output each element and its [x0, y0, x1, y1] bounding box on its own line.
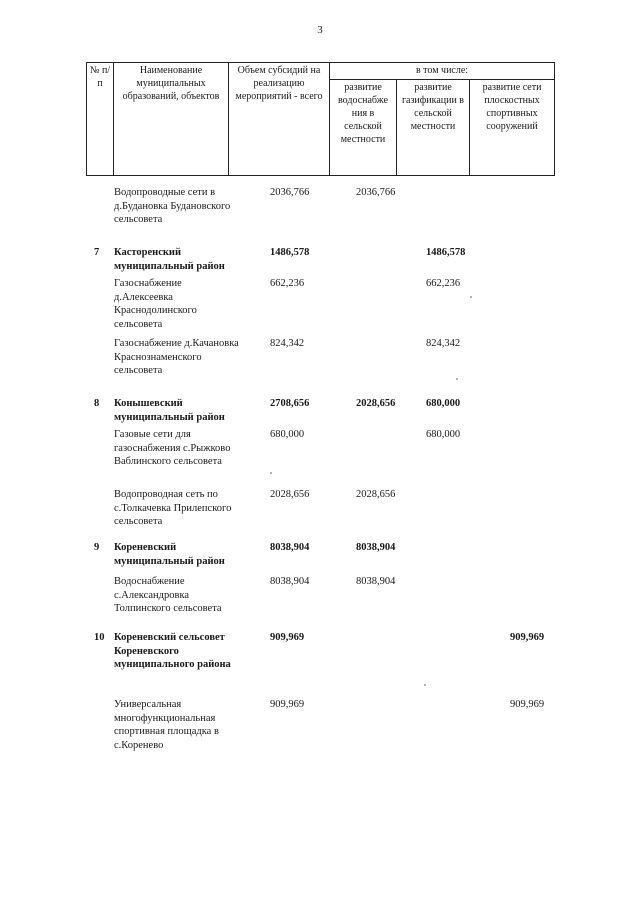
cell-total: 909,969	[270, 699, 305, 710]
cell-total: 2036,766	[270, 187, 310, 198]
cell-total: 1486,578	[270, 247, 310, 258]
cell-total: 2028,656	[270, 489, 310, 500]
cell-water: 8038,904	[356, 576, 396, 587]
scan-speck	[470, 296, 472, 298]
cell-total: 662,236	[270, 278, 305, 289]
cell-name: Газоснабжение д.Алексеевка Краснодолинского сельсовета	[114, 278, 197, 330]
cell-total: 909,969	[270, 632, 305, 643]
cell-name: Газоснабжение д.Качановка Краснознаменского сельсовета	[114, 338, 239, 376]
cell-name: Универсальная многофункциональная спортивная площадка в с.Коренево	[114, 699, 219, 751]
cell-gas: 824,342	[426, 338, 461, 349]
cell-name: Водоснабжение с.Александровка Толпинского сельсовета	[114, 576, 222, 614]
header-num: № п/п	[87, 63, 114, 176]
cell-num: 10	[94, 632, 105, 643]
header-including: в том числе:	[330, 63, 555, 80]
cell-sport: 909,969	[510, 699, 545, 710]
scan-speck	[456, 378, 458, 380]
cell-name: Кореневский сельсовет Кореневского муниципального района	[114, 632, 231, 670]
cell-num: 8	[94, 398, 100, 409]
cell-name: Касторенский муниципальный район	[114, 247, 225, 272]
cell-total: 2708,656	[270, 398, 310, 409]
page-number: 3	[317, 24, 323, 36]
cell-gas: 662,236	[426, 278, 461, 289]
cell-name: Водопроводные сети в д.Будановка Будановского сельсовета	[114, 187, 231, 225]
cell-num: 7	[94, 247, 100, 258]
cell-total: 8038,904	[270, 542, 310, 553]
cell-total: 680,000	[270, 429, 305, 440]
cell-water: 2028,656	[356, 489, 396, 500]
header-gas: развитие газификации в сельской местности	[397, 79, 470, 175]
cell-gas: 1486,578	[426, 247, 466, 258]
header-total: Объем субсидий на реализацию мероприятий - всего	[229, 63, 330, 176]
cell-num: 9	[94, 542, 100, 553]
scan-speck	[270, 472, 272, 474]
cell-water: 2028,656	[356, 398, 396, 409]
cell-total: 824,342	[270, 338, 305, 349]
scan-speck	[424, 684, 426, 686]
cell-water: 2036,766	[356, 187, 396, 198]
header-sport: развитие сети плоскостных спортивных сооружений	[470, 79, 555, 175]
header-name: Наименование муниципальных образований, объектов	[114, 63, 229, 176]
cell-total: 8038,904	[270, 576, 310, 587]
cell-sport: 909,969	[510, 632, 545, 643]
cell-gas: 680,000	[426, 429, 461, 440]
cell-name: Кореневский муниципальный район	[114, 542, 225, 567]
cell-gas: 680,000	[426, 398, 461, 409]
cell-name: Газовые сети для газоснабжения с.Рыжково Ваблинского сельсовета	[114, 429, 231, 467]
header-water: развитие водоснабже ния в сельской местности	[330, 79, 397, 175]
cell-water: 8038,904	[356, 542, 396, 553]
cell-name: Водопроводная сеть по с.Толкачевка Прилепского сельсовета	[114, 489, 232, 527]
cell-name: Конышевский муниципальный район	[114, 398, 225, 423]
